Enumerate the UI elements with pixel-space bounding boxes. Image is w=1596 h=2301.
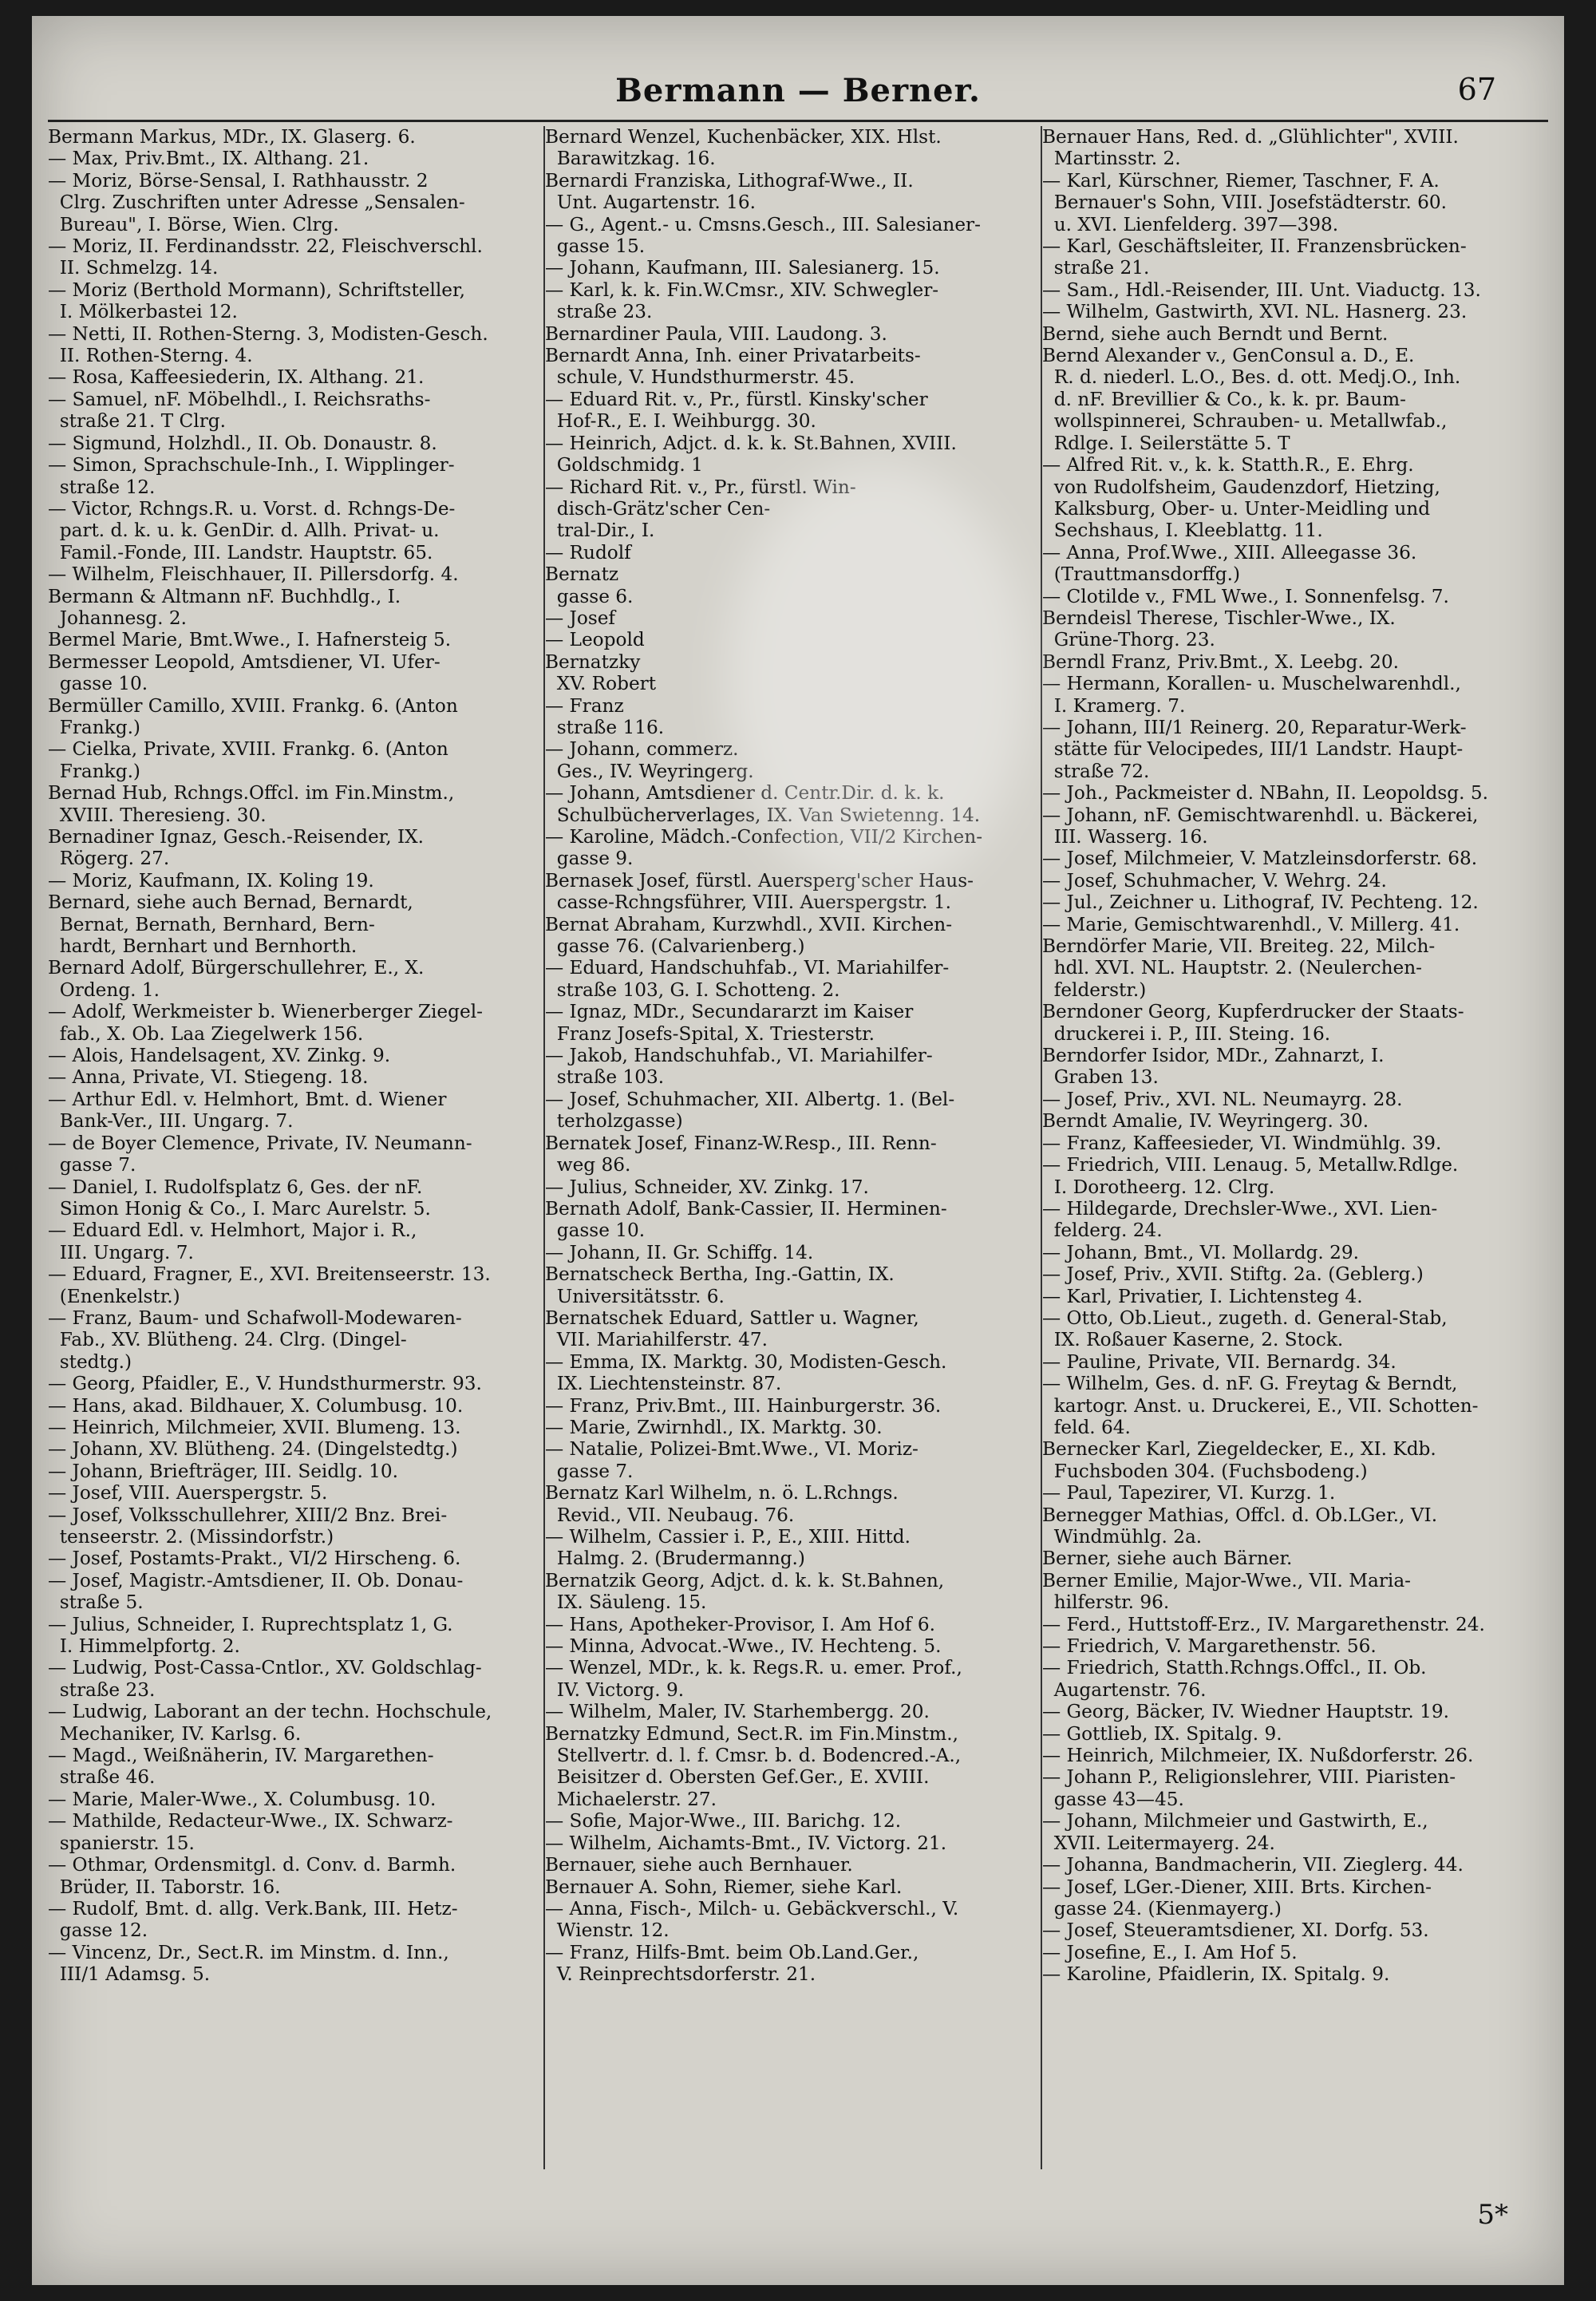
- directory-entry-line: — Wilhelm, Maler, IV. Starhembergg. 20.: [545, 1701, 930, 1723]
- directory-entry-line: — Friedrich, V. Margarethenstr. 56.: [1042, 1635, 1377, 1658]
- directory-entry-line: Martinsstr. 2.: [1042, 148, 1181, 170]
- directory-entry-line: straße 72.: [1042, 760, 1150, 782]
- directory-entry-line: — Josef, Postamts-Prakt., VI/2 Hirscheng. 6.: [48, 1548, 461, 1570]
- directory-entry-line: gasse 12.: [48, 1919, 148, 1942]
- directory-entry-line: — Moriz, Börse-Sensal, I. Rathhausstr. 2: [48, 169, 429, 192]
- directory-entry-line: — Karoline, Mädch.-Confection, VII/2 Kirchen-: [545, 826, 983, 848]
- directory-entry-line: spanierstr. 15.: [48, 1832, 195, 1854]
- directory-entry-line: — Georg, Bäcker, IV. Wiedner Hauptstr. 19.: [1042, 1701, 1449, 1723]
- directory-page: [32, 16, 1564, 2285]
- directory-entry-line: Graben 13.: [1042, 1066, 1159, 1089]
- directory-entry-line: II. Rothen-Sterng. 4.: [48, 345, 253, 367]
- directory-entry-line: — Friedrich, VIII. Lenaug. 5, Metallw.Rdlge.: [1042, 1154, 1459, 1176]
- directory-entry-line: R. d. niederl. L.O., Bes. d. ott. Medj.O., Inh.: [1042, 366, 1461, 389]
- directory-entry-line: I. Himmelpfortg. 2.: [48, 1635, 240, 1658]
- directory-entry-line: straße 103.: [545, 1066, 665, 1089]
- directory-entry-line: XV. Robert: [545, 673, 657, 695]
- directory-entry-line: Berndl Franz, Priv.Bmt., X. Leebg. 20.: [1042, 650, 1399, 673]
- directory-entry-line: casse-Rchngsführer, VIII. Auerspergstr. 1.: [545, 892, 951, 914]
- directory-entry-line: — Wilhelm, Fleischhauer, II. Pillersdorfg. 4.: [48, 563, 459, 586]
- directory-entry-line: — Emma, IX. Marktg. 30, Modisten-Gesch.: [545, 1350, 947, 1373]
- directory-entry-line: Bernatzky Edmund, Sect.R. im Fin.Minstm.,: [545, 1722, 958, 1745]
- directory-entry-line: Revid., VII. Neubaug. 76.: [545, 1504, 795, 1526]
- directory-entry-line: Berndt Amalie, IV. Weyringerg. 30.: [1042, 1110, 1369, 1133]
- directory-entry-line: — Mathilde, Redacteur-Wwe., IX. Schwarz-: [48, 1810, 453, 1832]
- directory-entry-line: — Sofie, Major-Wwe., III. Barichg. 12.: [545, 1810, 902, 1832]
- directory-entry-line: gasse 43—45.: [1042, 1788, 1184, 1810]
- directory-entry-line: — Johann, Briefträger, III. Seidlg. 10.: [48, 1460, 399, 1482]
- directory-entry-line: — Leopold: [545, 629, 645, 651]
- directory-entry-line: — Josef, LGer.-Diener, XIII. Brts. Kirchen-: [1042, 1876, 1432, 1898]
- directory-entry-line: stätte für Velocipedes, III/1 Landstr. Haupt-: [1042, 738, 1464, 761]
- directory-entry-line: — Moriz, II. Ferdinandsstr. 22, Fleischverschl.: [48, 235, 483, 258]
- directory-entry-line: — Eduard Edl. v. Helmhort, Major i. R.,: [48, 1220, 417, 1242]
- directory-entry-line: Bermann & Altmann nF. Buchhdlg., I.: [48, 585, 401, 607]
- directory-entry-line: — Max, Priv.Bmt., IX. Althang. 21.: [48, 148, 369, 170]
- directory-entry-line: — Josef, Magistr.-Amtsdiener, II. Ob. Donau-: [48, 1569, 464, 1591]
- directory-entry-line: — Cielka, Private, XVIII. Frankg. 6. (Anton: [48, 738, 448, 761]
- directory-entry-line: — Heinrich, Milchmeier, XVII. Blumeng. 13.: [48, 1416, 461, 1438]
- directory-entry-line: IX. Liechtensteinstr. 87.: [545, 1373, 782, 1395]
- directory-entry-line: — Josef, Schuhmacher, V. Wehrg. 24.: [1042, 869, 1387, 892]
- directory-entry-line: Berndoner Georg, Kupferdrucker der Staats-: [1042, 1001, 1464, 1023]
- directory-entry-line: — Pauline, Private, VII. Bernardg. 34.: [1042, 1350, 1396, 1373]
- page-number: 67: [1457, 72, 1496, 107]
- directory-entry-line: Stellvertr. d. l. f. Cmsr. b. d. Bodencred.-A.,: [545, 1745, 962, 1767]
- directory-entry-line: XVII. Leitermayerg. 24.: [1042, 1832, 1275, 1854]
- directory-entry-line: gasse 9.: [545, 848, 634, 870]
- directory-entry-line: felderg. 24.: [1042, 1220, 1163, 1242]
- directory-entry-line: Brüder, II. Taborstr. 16.: [48, 1876, 281, 1898]
- directory-entry-line: — Magd., Weißnäherin, IV. Margarethen-: [48, 1745, 434, 1767]
- directory-entry-line: — Anna, Private, VI. Stiegeng. 18.: [48, 1066, 369, 1089]
- directory-entry-line: kartogr. Anst. u. Druckerei, E., VII. Schotten-: [1042, 1394, 1479, 1417]
- directory-entry-line: wollspinnerei, Schrauben- u. Metallwfab.,: [1042, 410, 1448, 433]
- directory-entry-line: I. Mölkerbastei 12.: [48, 301, 238, 323]
- column-1: [48, 126, 543, 2169]
- directory-entry-line: IX. Roßauer Kaserne, 2. Stock.: [1042, 1329, 1344, 1351]
- directory-entry-line: Bernatzik Georg, Adjct. d. k. k. St.Bahnen,: [545, 1569, 945, 1591]
- directory-entry-line: gasse 24. (Kienmayerg.): [1042, 1897, 1282, 1919]
- directory-entry-line: Bureau", I. Börse, Wien. Clrg.: [48, 213, 339, 235]
- directory-entry-line: — Heinrich, Adjct. d. k. k. St.Bahnen, XVIII.: [545, 432, 957, 454]
- directory-entry-line: — Marie, Gemischtwarenhdl., V. Millerg. 41.: [1042, 913, 1460, 935]
- directory-entry-line: gasse 7.: [48, 1154, 136, 1176]
- directory-entry-line: — Karl, Privatier, I. Lichtensteg 4.: [1042, 1285, 1363, 1307]
- directory-entry-line: Bermann Markus, MDr., IX. Glaserg. 6.: [48, 126, 416, 148]
- directory-entry-line: — Wilhelm, Gastwirth, XVI. NL. Hasnerg. 23.: [1042, 301, 1468, 323]
- directory-entry-line: Bernath Adolf, Bank-Cassier, II. Herminen-: [545, 1197, 947, 1220]
- page-title: Bermann — Berner.: [615, 72, 981, 109]
- directory-entry-line: — Friedrich, Statth.Rchngs.Offcl., II. Ob.: [1042, 1657, 1427, 1679]
- directory-entry-line: — Eduard, Handschuhfab., VI. Mariahilfer-: [545, 957, 950, 979]
- directory-entry-line: Berner, siehe auch Bärner.: [1042, 1548, 1293, 1570]
- directory-entry-line: III. Wasserg. 16.: [1042, 826, 1208, 848]
- directory-entry-line: — Clotilde v., FML Wwe., I. Sonnenfelsg. 7.: [1042, 585, 1449, 607]
- directory-entry-line: — Netti, II. Rothen-Sterng. 3, Modisten-Gesch.: [48, 322, 488, 345]
- directory-entry-line: Sechshaus, I. Kleeblattg. 11.: [1042, 520, 1323, 542]
- directory-entry-line: Bernd, siehe auch Berndt und Bernt.: [1042, 322, 1389, 345]
- directory-entry-line: Bernadiner Ignaz, Gesch.-Reisender, IX.: [48, 826, 424, 848]
- directory-entry-line: Bernauer's Sohn, VIII. Josefstädterstr. 60.: [1042, 192, 1447, 214]
- directory-entry-line: — Franz, Baum- und Schafwoll-Modewaren-: [48, 1307, 462, 1329]
- directory-entry-line: — Johann, commerz.: [545, 738, 739, 761]
- directory-entry-line: — Josef, Schuhmacher, XII. Albertg. 1. (Bel-: [545, 1088, 955, 1110]
- directory-entry-line: Bernard Adolf, Bürgerschullehrer, E., X.: [48, 957, 425, 979]
- directory-entry-line: Berndeisl Therese, Tischler-Wwe., IX.: [1042, 607, 1396, 629]
- directory-entry-line: Universitätsstr. 6.: [545, 1285, 725, 1307]
- directory-entry-line: — Ignaz, MDr., Secundararzt im Kaiser: [545, 1001, 914, 1023]
- directory-entry-line: — Wenzel, MDr., k. k. Regs.R. u. emer. Prof.,: [545, 1657, 962, 1679]
- directory-entry-line: straße 23.: [545, 301, 653, 323]
- directory-entry-line: Bernegger Mathias, Offcl. d. Ob.LGer., VI.: [1042, 1504, 1438, 1526]
- directory-entry-line: — Franz, Priv.Bmt., III. Hainburgerstr. 36.: [545, 1394, 942, 1417]
- directory-entry-line: — Ferd., Huttstoff-Erz., IV. Margarethenstr. 24.: [1042, 1613, 1485, 1635]
- directory-entry-line: — Daniel, I. Rudolfsplatz 6, Ges. der nF.: [48, 1176, 423, 1198]
- directory-entry-line: — Ludwig, Laborant an der techn. Hochschule,: [48, 1701, 492, 1723]
- directory-entry-line: IX. Säuleng. 15.: [545, 1591, 707, 1614]
- directory-entry-line: Bernasek Josef, fürstl. Auersperg'scher Haus-: [545, 869, 974, 892]
- directory-entry-line: Bernatz Karl Wilhelm, n. ö. L.Rchngs.: [545, 1482, 899, 1504]
- directory-entry-line: — Karl, Kürschner, Riemer, Taschner, F. A.: [1042, 169, 1440, 192]
- directory-entry-line: straße 116.: [545, 716, 665, 738]
- directory-entry-line: felderstr.): [1042, 979, 1147, 1001]
- directory-entry-line: (Enenkelstr.): [48, 1285, 180, 1307]
- directory-entry-line: — Josef, Volksschullehrer, XIII/2 Bnz. Brei-: [48, 1504, 448, 1526]
- directory-entry-line: I. Kramerg. 7.: [1042, 694, 1186, 717]
- signature-mark: 5*: [1477, 2199, 1508, 2231]
- directory-entry-line: — Marie, Zwirnhdl., IX. Marktg. 30.: [545, 1416, 883, 1438]
- page-header: [32, 72, 1564, 120]
- directory-entry-line: Bernat Abraham, Kurzwhdl., XVII. Kirchen-: [545, 913, 953, 935]
- directory-entry-line: — Samuel, nF. Möbelhdl., I. Reichsraths-: [48, 388, 431, 410]
- directory-entry-line: — Wilhelm, Ges. d. nF. G. Freytag & Berndt,: [1042, 1373, 1458, 1395]
- directory-entry-line: Bernardiner Paula, VIII. Laudong. 3.: [545, 322, 887, 345]
- directory-entry-line: straße 103, G. I. Schotteng. 2.: [545, 979, 840, 1001]
- directory-entry-line: Beisitzer d. Obersten Gef.Ger., E. XVIII.: [545, 1766, 930, 1789]
- directory-entry-line: — Johann, II. Gr. Schiffg. 14.: [545, 1241, 814, 1263]
- directory-entry-line: d. nF. Brevillier & Co., k. k. pr. Baum-: [1042, 388, 1407, 410]
- directory-entry-line: terholzgasse): [545, 1110, 683, 1133]
- directory-entry-line: Bermüller Camillo, XVIII. Frankg. 6. (Anton: [48, 694, 458, 717]
- directory-entry-line: — Eduard Rit. v., Pr., fürstl. Kinsky'scher: [545, 388, 928, 410]
- directory-entry-line: I. Dorotheerg. 12. Clrg.: [1042, 1176, 1275, 1198]
- directory-entry-line: schule, V. Hundsthurmerstr. 45.: [545, 366, 855, 389]
- directory-entry-line: — Johann, Milchmeier und Gastwirth, E.,: [1042, 1810, 1428, 1832]
- directory-entry-line: XVIII. Theresieng. 30.: [48, 804, 267, 826]
- directory-entry-line: III. Ungarg. 7.: [48, 1241, 194, 1263]
- directory-entry-line: Bernardt Anna, Inh. einer Privatarbeits-: [545, 345, 921, 367]
- directory-entry-line: Bernard, siehe auch Bernad, Bernardt,: [48, 892, 413, 914]
- directory-entry-line: Fuchsboden 304. (Fuchsbodeng.): [1042, 1460, 1368, 1482]
- directory-entry-line: — Julius, Schneider, I. Ruprechtsplatz 1, G.: [48, 1613, 453, 1635]
- directory-entry-line: — Josef, Priv., XVII. Stiftg. 2a. (Geblerg.): [1042, 1263, 1424, 1286]
- directory-entry-line: — Jul., Zeichner u. Lithograf, IV. Pechteng. 12.: [1042, 892, 1479, 914]
- directory-entry-line: Michaelerstr. 27.: [545, 1788, 717, 1810]
- directory-entry-line: — Gottlieb, IX. Spitalg. 9.: [1042, 1722, 1282, 1745]
- directory-entry-line: hilferstr. 96.: [1042, 1591, 1170, 1614]
- directory-entry-line: Bernard Wenzel, Kuchenbäcker, XIX. Hlst.: [545, 126, 942, 148]
- directory-entry-line: Bernauer, siehe auch Bernhauer.: [545, 1854, 853, 1876]
- directory-entry-line: von Rudolfsheim, Gaudenzdorf, Hietzing,: [1042, 476, 1440, 498]
- directory-entry-line: Bermel Marie, Bmt.Wwe., I. Hafnersteig 5.: [48, 629, 452, 651]
- directory-entry-line: Halmg. 2. (Brudermanng.): [545, 1548, 805, 1570]
- directory-entry-line: Bank-Ver., III. Ungarg. 7.: [48, 1110, 294, 1133]
- directory-entry-line: — Karoline, Pfaidlerin, IX. Spitalg. 9.: [1042, 1963, 1390, 1986]
- directory-entry-line: part. d. k. u. k. GenDir. d. Allh. Privat- u.: [48, 520, 440, 542]
- directory-entry-line: hdl. XVI. NL. Hauptstr. 2. (Neulerchen-: [1042, 957, 1423, 979]
- directory-entry-line: gasse 7.: [545, 1460, 634, 1482]
- directory-entry-line: straße 21. T Clrg.: [48, 410, 226, 433]
- directory-entry-line: Bernat, Bernath, Bernhard, Bern-: [48, 913, 375, 935]
- directory-entry-line: — Franz, Hilfs-Bmt. beim Ob.Land.Ger.,: [545, 1941, 919, 1963]
- directory-entry-line: — Johann, Bmt., VI. Mollardg. 29.: [1042, 1241, 1360, 1263]
- directory-entry-line: — Anna, Prof.Wwe., XIII. Alleegasse 36.: [1042, 541, 1417, 563]
- directory-entry-line: — Anna, Fisch-, Milch- u. Gebäckverschl., V.: [545, 1897, 959, 1919]
- directory-entry-line: — Minna, Advocat.-Wwe., IV. Hechteng. 5.: [545, 1635, 942, 1658]
- directory-entry-line: — Johann, XV. Blütheng. 24. (Dingelstedtg.): [48, 1438, 458, 1461]
- directory-entry-line: Goldschmidg. 1: [545, 454, 703, 476]
- directory-entry-line: fab., X. Ob. Laa Ziegelwerk 156.: [48, 1022, 364, 1045]
- directory-entry-line: — Victor, Rchngs.R. u. Vorst. d. Rchngs-De-: [48, 497, 456, 520]
- directory-entry-line: — Jakob, Handschuhfab., VI. Mariahilfer-: [545, 1045, 933, 1067]
- directory-entry-line: — Adolf, Werkmeister b. Wienerberger Ziegel-: [48, 1001, 483, 1023]
- directory-entry-line: Johannesg. 2.: [48, 607, 187, 629]
- directory-entry-line: (Trauttmansdorffg.): [1042, 563, 1240, 586]
- directory-entry-line: Bernatscheck Bertha, Ing.-Gattin, IX.: [545, 1263, 895, 1286]
- directory-entry-line: Ordeng. 1.: [48, 979, 160, 1001]
- directory-entry-line: V. Reinprechtsdorferstr. 21.: [545, 1963, 816, 1986]
- directory-entry-line: Famil.-Fonde, III. Landstr. Hauptstr. 65.: [48, 541, 433, 563]
- directory-entry-line: — Othmar, Ordensmitgl. d. Conv. d. Barmh.: [48, 1854, 456, 1876]
- directory-entry-line: Barawitzkag. 16.: [545, 148, 716, 170]
- directory-entry-line: IV. Victorg. 9.: [545, 1678, 685, 1701]
- directory-entry-line: — Marie, Maler-Wwe., X. Columbusg. 10.: [48, 1788, 437, 1810]
- directory-entry-line: Rdlge. I. Seilerstätte 5. T: [1042, 432, 1290, 454]
- directory-entry-line: — Josef: [545, 607, 616, 629]
- directory-entry-line: — Franz, Kaffeesieder, VI. Windmühlg. 39.: [1042, 1132, 1442, 1154]
- directory-entry-line: — Richard Rit. v., Pr., fürstl. Win-: [545, 476, 856, 498]
- directory-entry-line: straße 12.: [48, 476, 156, 498]
- directory-entry-line: druckerei i. P., III. Steing. 16.: [1042, 1022, 1331, 1045]
- directory-entry-line: Hof-R., E. I. Weihburgg. 30.: [545, 410, 816, 433]
- directory-entry-line: — Rudolf: [545, 541, 631, 563]
- directory-entry-line: — Hans, Apotheker-Provisor, I. Am Hof 6.: [545, 1613, 935, 1635]
- directory-entry-line: straße 5.: [48, 1591, 144, 1614]
- directory-entry-line: Bernauer Hans, Red. d. „Glühlichter", XVIII.: [1042, 126, 1459, 148]
- directory-entry-line: tenseerstr. 2. (Missindorfstr.): [48, 1526, 334, 1548]
- directory-entry-line: disch-Grätz'scher Cen-: [545, 497, 771, 520]
- directory-entry-line: — Alfred Rit. v., k. k. Statth.R., E. Ehrg.: [1042, 454, 1414, 476]
- directory-entry-line: Kalksburg, Ober- u. Unter-Meidling und: [1042, 497, 1431, 520]
- directory-entry-line: Berndorfer Isidor, MDr., Zahnarzt, I.: [1042, 1045, 1385, 1067]
- directory-entry-line: Rögerg. 27.: [48, 848, 170, 870]
- directory-entry-line: — Ludwig, Post-Cassa-Cntlor., XV. Goldschlag-: [48, 1657, 482, 1679]
- directory-entry-line: straße 21.: [1042, 257, 1150, 279]
- directory-entry-line: weg 86.: [545, 1154, 631, 1176]
- directory-entry-line: Mechaniker, IV. Karlsg. 6.: [48, 1722, 302, 1745]
- directory-entry-line: — Josef, VIII. Auerspergstr. 5.: [48, 1482, 328, 1504]
- directory-entry-line: Schulbücherverlages, IX. Van Swietenng. 14.: [545, 804, 981, 826]
- directory-entry-line: III/1 Adamsg. 5.: [48, 1963, 211, 1986]
- directory-entry-line: — Eduard, Fragner, E., XVI. Breitenseerstr. 13.: [48, 1263, 491, 1286]
- directory-entry-line: — G., Agent.- u. Cmsns.Gesch., III. Salesianer-: [545, 213, 981, 235]
- directory-entry-line: — Johann, nF. Gemischtwarenhdl. u. Bäckerei,: [1042, 804, 1479, 826]
- directory-entry-line: Frankg.): [48, 760, 140, 782]
- directory-entry-line: Frankg.): [48, 716, 140, 738]
- directory-entry-line: u. XVI. Lienfelderg. 397—398.: [1042, 213, 1339, 235]
- directory-entry-line: Ges., IV. Weyringerg.: [545, 760, 754, 782]
- directory-entry-line: Augartenstr. 76.: [1042, 1678, 1207, 1701]
- directory-entry-line: Wienstr. 12.: [545, 1919, 670, 1942]
- directory-entry-line: — Rosa, Kaffeesiederin, IX. Althang. 21.: [48, 366, 425, 389]
- directory-entry-line: — Franz: [545, 694, 624, 717]
- directory-entry-line: — Joh., Packmeister d. NBahn, II. Leopoldsg. 5.: [1042, 782, 1488, 805]
- directory-entry-line: hardt, Bernhart und Bernhorth.: [48, 935, 358, 958]
- directory-entry-line: — Johann, Kaufmann, III. Salesianerg. 15.: [545, 257, 940, 279]
- directory-entry-line: Clrg. Zuschriften unter Adresse „Sensalen-: [48, 192, 465, 214]
- directory-entry-line: Bernd Alexander v., GenConsul a. D., E.: [1042, 345, 1415, 367]
- directory-entry-line: — Vincenz, Dr., Sect.R. im Minstm. d. Inn.,: [48, 1941, 449, 1963]
- directory-entry-line: gasse 6.: [545, 585, 634, 607]
- directory-entry-line: gasse 10.: [48, 673, 148, 695]
- directory-entry-line: — Moriz, Kaufmann, IX. Koling 19.: [48, 869, 374, 892]
- directory-entry-line: gasse 76. (Calvarienberg.): [545, 935, 805, 958]
- directory-entry-line: — Alois, Handelsagent, XV. Zinkg. 9.: [48, 1045, 391, 1067]
- directory-entry-line: Windmühlg. 2a.: [1042, 1526, 1203, 1548]
- directory-entry-line: — Otto, Ob.Lieut., zugeth. d. General-Stab,: [1042, 1307, 1448, 1329]
- directory-entry-line: — Moriz (Berthold Mormann), Schriftsteller,: [48, 279, 465, 301]
- directory-entry-line: Berner Emilie, Major-Wwe., VII. Maria-: [1042, 1569, 1411, 1591]
- directory-entry-line: Bermesser Leopold, Amtsdiener, VI. Ufer-: [48, 650, 440, 673]
- directory-entry-line: gasse 15.: [545, 235, 646, 258]
- directory-entry-line: — Hans, akad. Bildhauer, X. Columbusg. 10.: [48, 1394, 464, 1417]
- directory-entry-line: Bernad Hub, Rchngs.Offcl. im Fin.Minstm.,: [48, 782, 455, 805]
- directory-entry-line: Bernatzky: [545, 650, 641, 673]
- directory-entry-line: VII. Mariahilferstr. 47.: [545, 1329, 768, 1351]
- directory-entry-line: — Rudolf, Bmt. d. allg. Verk.Bank, III. Hetz-: [48, 1897, 458, 1919]
- directory-entry-line: — Karl, k. k. Fin.W.Cmsr., XIV. Schwegler-: [545, 279, 939, 301]
- directory-entry-line: — Arthur Edl. v. Helmhort, Bmt. d. Wiener: [48, 1088, 447, 1110]
- directory-entry-line: Grüne-Thorg. 23.: [1042, 629, 1215, 651]
- directory-entry-line: — Hildegarde, Drechsler-Wwe., XVI. Lien-: [1042, 1197, 1438, 1220]
- directory-entry-line: Bernatz: [545, 563, 619, 586]
- directory-entry-line: — Josef, Steueramtsdiener, XI. Dorfg. 53.: [1042, 1919, 1429, 1942]
- directory-entry-line: — Natalie, Polizei-Bmt.Wwe., VI. Moriz-: [545, 1438, 918, 1461]
- directory-entry-line: tral-Dir., I.: [545, 520, 655, 542]
- directory-entry-line: Bernecker Karl, Ziegeldecker, E., XI. Kdb.: [1042, 1438, 1436, 1461]
- directory-entry-line: Unt. Augartenstr. 16.: [545, 192, 757, 214]
- directory-entry-line: feld. 64.: [1042, 1416, 1131, 1438]
- directory-entry-line: — Josef, Priv., XVI. NL. Neumayrg. 28.: [1042, 1088, 1403, 1110]
- directory-entry-line: — Simon, Sprachschule-Inh., I. Wipplinger-: [48, 454, 455, 476]
- directory-entry-line: Berndörfer Marie, VII. Breiteg. 22, Milch-: [1042, 935, 1436, 958]
- directory-entry-line: — Johanna, Bandmacherin, VII. Zieglerg. 44.: [1042, 1854, 1464, 1876]
- directory-entry-line: II. Schmelzg. 14.: [48, 257, 219, 279]
- directory-entry-line: straße 23.: [48, 1678, 156, 1701]
- directory-entry-line: stedtg.): [48, 1350, 132, 1373]
- column-2: [545, 126, 1040, 2169]
- directory-entry-line: — Johann, III/1 Reinerg. 20, Reparatur-Werk-: [1042, 716, 1467, 738]
- directory-entry-line: Bernauer A. Sohn, Riemer, siehe Karl.: [545, 1876, 903, 1898]
- directory-entry-line: — Karl, Geschäftsleiter, II. Franzensbrücken-: [1042, 235, 1467, 258]
- directory-entry-line: — Sigmund, Holzhdl., II. Ob. Donaustr. 8.: [48, 432, 437, 454]
- directory-entry-line: — Sam., Hdl.-Reisender, III. Unt. Viaductg. 13.: [1042, 279, 1481, 301]
- directory-entry-line: — Heinrich, Milchmeier, IX. Nußdorferstr. 26.: [1042, 1745, 1474, 1767]
- directory-entry-line: — Hermann, Korallen- u. Muschelwarenhdl.,: [1042, 673, 1461, 695]
- directory-entry-line: — Wilhelm, Aichamts-Bmt., IV. Victorg. 21.: [545, 1832, 947, 1854]
- directory-entry-line: — Josef, Milchmeier, V. Matzleinsdorferstr. 68.: [1042, 848, 1478, 870]
- directory-entry-line: Bernatek Josef, Finanz-W.Resp., III. Renn-: [545, 1132, 937, 1154]
- column-3: [1042, 126, 1537, 2169]
- header-rule: [48, 120, 1548, 122]
- entry-columns: [48, 126, 1532, 2169]
- directory-entry-line: — Paul, Tapezirer, VI. Kurzg. 1.: [1042, 1482, 1336, 1504]
- directory-entry-line: Fab., XV. Blütheng. 24. Clrg. (Dingel-: [48, 1329, 407, 1351]
- directory-entry-line: Bernardi Franziska, Lithograf-Wwe., II.: [545, 169, 914, 192]
- directory-entry-line: Franz Josefs-Spital, X. Triesterstr.: [545, 1022, 875, 1045]
- directory-entry-line: Bernatschek Eduard, Sattler u. Wagner,: [545, 1307, 919, 1329]
- directory-entry-line: — de Boyer Clemence, Private, IV. Neumann-: [48, 1132, 472, 1154]
- directory-entry-line: — Wilhelm, Cassier i. P., E., XIII. Hittd.: [545, 1526, 911, 1548]
- directory-entry-line: — Julius, Schneider, XV. Zinkg. 17.: [545, 1176, 869, 1198]
- directory-entry-line: Simon Honig & Co., I. Marc Aurelstr. 5.: [48, 1197, 431, 1220]
- directory-entry-line: — Georg, Pfaidler, E., V. Hundsthurmerstr. 93.: [48, 1373, 482, 1395]
- directory-entry-line: — Johann P., Religionslehrer, VIII. Piaristen-: [1042, 1766, 1456, 1789]
- directory-entry-line: — Johann, Amtsdiener d. Centr.Dir. d. k. k.: [545, 782, 945, 805]
- directory-entry-line: — Josefine, E., I. Am Hof 5.: [1042, 1941, 1298, 1963]
- directory-entry-line: gasse 10.: [545, 1220, 646, 1242]
- directory-entry-line: straße 46.: [48, 1766, 156, 1789]
